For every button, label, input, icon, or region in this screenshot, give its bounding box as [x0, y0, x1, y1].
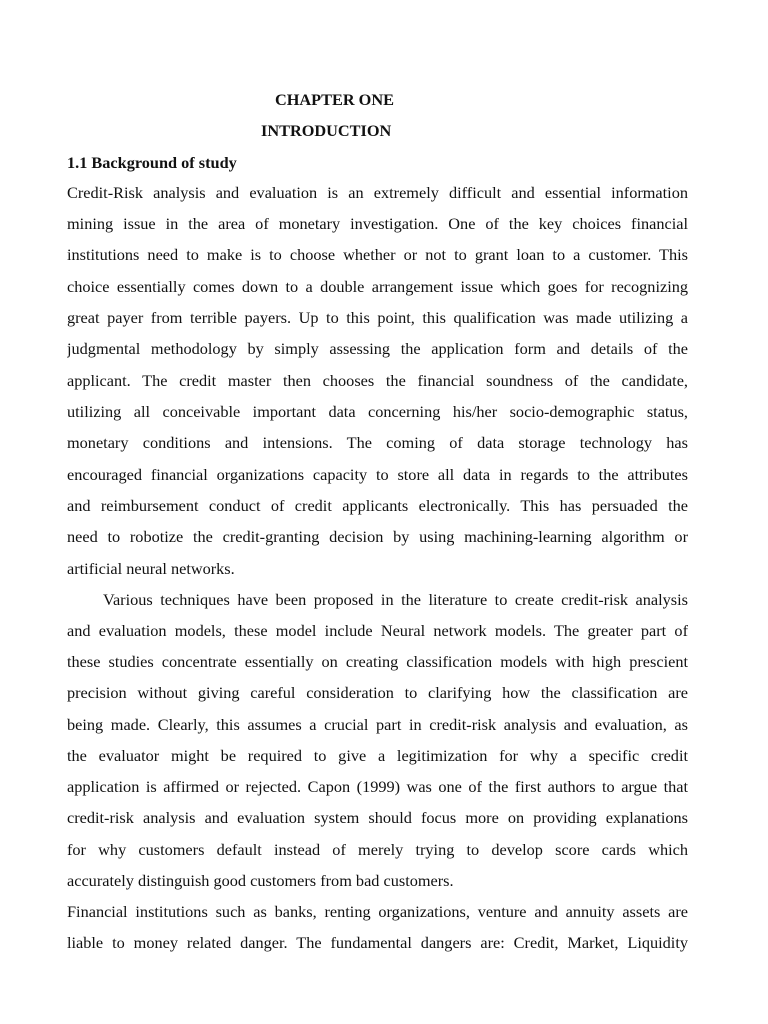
- paragraph-1-line: mining issue in the area of monetary investigation. One of the key choices financial: [67, 214, 688, 233]
- paragraph-1-line: monetary conditions and intensions. The coming of data storage technology has: [67, 433, 688, 452]
- chapter-title: CHAPTER ONE: [275, 90, 394, 109]
- paragraph-2-line: being made. Clearly, this assumes a crucial part in credit-risk analysis and evaluation, as: [67, 715, 688, 734]
- paragraph-2-line: for why customers default instead of merely trying to develop score cards which: [67, 840, 688, 859]
- paragraph-3-line: Financial institutions such as banks, renting organizations, venture and annuity assets are: [67, 902, 688, 921]
- paragraph-1-line: great payer from terrible payers. Up to this point, this qualification was made utilizing a: [67, 308, 688, 327]
- paragraph-2-line: these studies concentrate essentially on creating classification models with high prescient: [67, 652, 688, 671]
- paragraph-3-line: liable to money related danger. The fundamental dangers are: Credit, Market, Liquidity: [67, 933, 688, 952]
- paragraph-2-line: Various techniques have been proposed in the literature to create credit-risk analysis: [103, 590, 688, 609]
- paragraph-2-line: precision without giving careful consideration to clarifying how the classification are: [67, 683, 688, 702]
- paragraph-1-line: and reimbursement conduct of credit applicants electronically. This has persuaded the: [67, 496, 688, 515]
- paragraph-2-line: the evaluator might be required to give a legitimization for why a specific credit: [67, 746, 688, 765]
- section-heading: 1.1 Background of study: [67, 153, 237, 172]
- paragraph-2-line: application is affirmed or rejected. Capon (1999) was one of the first authors to argue that: [67, 777, 688, 796]
- paragraph-1-line: artificial neural networks.: [67, 559, 235, 578]
- paragraph-1-line: encouraged financial organizations capacity to store all data in regards to the attributes: [67, 465, 688, 484]
- paragraph-1-line: choice essentially comes down to a double arrangement issue which goes for recognizing: [67, 277, 688, 296]
- paragraph-1-line: judgmental methodology by simply assessing the application form and details of the: [67, 339, 688, 358]
- paragraph-2-line: accurately distinguish good customers from bad customers.: [67, 871, 454, 890]
- paragraph-1-line: institutions need to make is to choose whether or not to grant loan to a customer. This: [67, 245, 688, 264]
- paragraph-1-line: Credit-Risk analysis and evaluation is an extremely difficult and essential information: [67, 183, 688, 202]
- paragraph-2-line: credit-risk analysis and evaluation system should focus more on providing explanations: [67, 808, 688, 827]
- paragraph-1-line: applicant. The credit master then chooses the financial soundness of the candidate,: [67, 371, 688, 390]
- paragraph-1-line: need to robotize the credit-granting decision by using machining-learning algorithm or: [67, 527, 688, 546]
- chapter-subtitle: INTRODUCTION: [261, 121, 392, 140]
- paragraph-1-line: utilizing all conceivable important data concerning his/her socio-demographic status,: [67, 402, 688, 421]
- paragraph-2-line: and evaluation models, these model include Neural network models. The greater part of: [67, 621, 688, 640]
